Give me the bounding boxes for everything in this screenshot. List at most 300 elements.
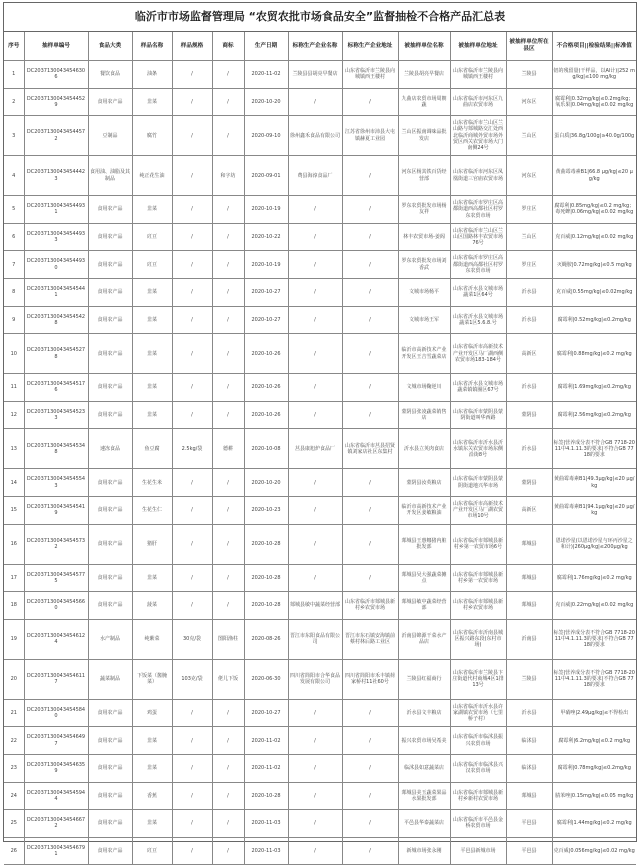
cell-production-date: 2020-10-23: [244, 496, 288, 524]
cell-category: 食用农产品: [88, 810, 132, 838]
cell-sample-name: 韭菜: [132, 88, 172, 116]
cell-sampled-unit: 郯城县吴大强蔬菜摊点: [398, 564, 450, 592]
table-row: [4, 401, 636, 429]
cell-spec: /: [172, 592, 212, 620]
cell-production-date: 2020-10-19: [244, 251, 288, 279]
cell-sample-name: 腐竹: [132, 116, 172, 156]
table-row: [4, 251, 636, 279]
cell-index: 11: [4, 374, 24, 402]
cell-result: 铝的残留量(干样品，以Al计)|252 mg/kg|≤100 mg/kg: [552, 61, 636, 89]
cell-category: 食用油、油脂及其制品: [88, 156, 132, 196]
cell-index: 15: [4, 496, 24, 524]
cell-sampled-unit: 振兴农贸市场吴希美: [398, 727, 450, 755]
cell-spec: /: [172, 727, 212, 755]
cell-sample-no: DC20371300434544423: [24, 156, 88, 196]
cell-brand: 德耕: [212, 429, 244, 469]
cell-sample-no: DC20371300434544931: [24, 196, 88, 224]
cell-producer-address: /: [342, 88, 398, 116]
table-row: [4, 524, 636, 564]
cell-sampled-unit: 兰陵县红福商行: [398, 659, 450, 699]
cell-county: 郯城县: [506, 524, 552, 564]
cell-category: 食用农产品: [88, 251, 132, 279]
cell-producer-name: /: [288, 306, 342, 334]
cell-spec: /: [172, 156, 212, 196]
cell-county: 河东区: [506, 88, 552, 116]
cell-producer-name: /: [288, 782, 342, 810]
cell-category: 食用农产品: [88, 782, 132, 810]
summary-sheet: [3, 2, 637, 857]
cell-sampled-address: 山东省临沂市郯城县新村乡第一农贸市场: [450, 564, 506, 592]
cell-producer-address: 江苏省徐州市沛县大屯镇赫夏工业园: [342, 116, 398, 156]
cell-producer-address: /: [342, 564, 398, 592]
cell-sampled-unit: 文城市场鞠逆川: [398, 374, 450, 402]
cell-sampled-address: 平邑县新城市场: [450, 837, 506, 865]
cell-sample-name: 猪肝: [132, 524, 172, 564]
cell-brand: /: [212, 810, 244, 838]
cell-producer-address: /: [342, 727, 398, 755]
cell-sampled-unit: 沂水县文丰粮店: [398, 699, 450, 727]
cell-spec: /: [172, 401, 212, 429]
cell-index: 20: [4, 659, 24, 699]
cell-producer-name: 莒县康旭炉食品厂: [288, 429, 342, 469]
cell-sampled-address: 山东省临沂市蒙阴县蒙阴街道地兴华市场: [450, 469, 506, 497]
cell-spec: /: [172, 278, 212, 306]
cell-sampled-unit: 蒙阴县张凌蔬菜销售店: [398, 401, 450, 429]
cell-sample-no: DC20371300434546791: [24, 837, 88, 865]
cell-sampled-address: 山东省临沂市兰山区兰山路与郯城路交汇处西北临沂商城外贸市场外贸区西关农贸市场大门南侧24号: [450, 116, 506, 156]
cell-index: 17: [4, 564, 24, 592]
cell-producer-name: 费县海淳食品厂: [288, 156, 342, 196]
cell-spec: /: [172, 837, 212, 865]
cell-county: 郯城县: [506, 564, 552, 592]
cell-producer-address: /: [342, 251, 398, 279]
cell-result: 腐霉利|0.52mg/kg|≤0.2mg/kg: [552, 306, 636, 334]
cell-result: 腐霉利|0.32mg/kg|≤0.2mg/kg；氧乐果|0.04mg/kg|≤0.02 mg/kg: [552, 88, 636, 116]
cell-category: 餐饮食品: [88, 61, 132, 89]
cell-producer-address: /: [342, 306, 398, 334]
cell-brand: /: [212, 334, 244, 374]
cell-sample-name: 鱼豆腐: [132, 429, 172, 469]
cell-sample-name: 韭菜: [132, 810, 172, 838]
cell-result: 灭蝇胺|0.72mg/kg|≤0.5 mg/kg: [552, 251, 636, 279]
cell-sampled-address: 山东省临沂市郯城县新村乡新村农贸市场: [450, 782, 506, 810]
cell-index: 12: [4, 401, 24, 429]
cell-spec: /: [172, 61, 212, 89]
cell-category: 食用农产品: [88, 727, 132, 755]
cell-sample-name: 韭菜: [132, 374, 172, 402]
cell-production-date: 2020-10-22: [244, 223, 288, 251]
cell-producer-name: 四川省简阳市合华食品发展有限公司: [288, 659, 342, 699]
cell-result: 腐霉利|1.69mg/kg|≤0.2mg/kg: [552, 374, 636, 402]
cell-sample-name: 韭菜: [132, 334, 172, 374]
cell-sample-no: DC20371300434545233: [24, 401, 88, 429]
cell-production-date: 2020-11-02: [244, 727, 288, 755]
cell-county: 平邑县: [506, 837, 552, 865]
cell-sample-no: DC20371300434544933: [24, 223, 88, 251]
cell-result: 黄曲霉毒素B1|94.1μg/kg|≤20 μg/kg: [552, 496, 636, 524]
cell-spec: /: [172, 88, 212, 116]
cell-sampled-unit: 兰陵县胡亮早餐店: [398, 61, 450, 89]
cell-spec: /: [172, 524, 212, 564]
cell-county: 沂水县: [506, 374, 552, 402]
cell-result: 标签|营养成分表不符合GB 7718-2011中4.1.11.3的要求|不符合GB 7718的要求: [552, 429, 636, 469]
header-sample-no: 抽样单编号: [24, 32, 88, 61]
cell-sampled-address: 山东省沂水县文城市场蔬菜1区64号: [450, 278, 506, 306]
table-row: [4, 223, 636, 251]
cell-county: 河东区: [506, 156, 552, 196]
table-row: [4, 469, 636, 497]
table-row: [4, 306, 636, 334]
header-producer-name: 标称生产企业名称: [288, 32, 342, 61]
cell-index: 22: [4, 727, 24, 755]
cell-county: 罗庄区: [506, 196, 552, 224]
table-row: [4, 196, 636, 224]
cell-sample-name: 韭菜: [132, 727, 172, 755]
cell-result: 腐霉利|0.78mg/kg|≤0.2mg/kg: [552, 754, 636, 782]
cell-producer-address: /: [342, 782, 398, 810]
cell-brand: /: [212, 374, 244, 402]
cell-sampled-unit: 林丰农贸市场-姜阁: [398, 223, 450, 251]
cell-production-date: 2020-11-03: [244, 837, 288, 865]
cell-production-date: 2020-10-27: [244, 306, 288, 334]
cell-result: 克百威|0.22mg/kg|≤0.02 mg/kg: [552, 592, 636, 620]
cell-sampled-unit: 沂南县锦源干菜水产品店: [398, 619, 450, 659]
cell-sample-no: DC20371300434545775: [24, 564, 88, 592]
cell-sampled-address: 山东省临沂市蒙阴县蒙阴街道叫华西路: [450, 401, 506, 429]
cell-producer-address: /: [342, 223, 398, 251]
cell-production-date: 2020-10-20: [244, 469, 288, 497]
cell-index: 3: [4, 116, 24, 156]
cell-production-date: 2020-11-03: [244, 810, 288, 838]
cell-brand: 佬儿下饭: [212, 659, 244, 699]
cell-production-date: 2020-10-28: [244, 592, 288, 620]
cell-sampled-unit: 临沂市高新技术产业开发区王吉雪蔬菜店: [398, 334, 450, 374]
cell-brand: 图阳渔柱: [212, 619, 244, 659]
cell-result: 蛋白质|36.8g/100g|≥40.0g/100g: [552, 116, 636, 156]
cell-brand: /: [212, 196, 244, 224]
cell-sample-no: DC20371300434546359: [24, 754, 88, 782]
cell-sample-no: DC20371300434544529: [24, 88, 88, 116]
cell-category: 速冻食品: [88, 429, 132, 469]
cell-category: 食用农产品: [88, 837, 132, 865]
cell-production-date: 2020-06-30: [244, 659, 288, 699]
cell-category: 食用农产品: [88, 196, 132, 224]
cell-sampled-address: 山东省临沂市沂南县城区振兴路东段(东村市场): [450, 619, 506, 659]
cell-result: 腐霉利|0.85mg/kg|≤0.2 mg/kg；毒死蜱|0.06mg/kg|≤0.02 mg/kg: [552, 196, 636, 224]
cell-index: 5: [4, 196, 24, 224]
cell-producer-name: /: [288, 754, 342, 782]
cell-sampled-address: 山东省临沂市平邑县金桥农贸市场: [450, 810, 506, 838]
cell-sample-name: 生花生仁: [132, 496, 172, 524]
cell-index: 19: [4, 619, 24, 659]
cell-producer-name: /: [288, 88, 342, 116]
cell-sampled-address: 山东省临沂市高新技术产业开发区马厂湖西侧农贸市场183-184号: [450, 334, 506, 374]
cell-production-date: 2020-11-02: [244, 754, 288, 782]
table-row: [4, 334, 636, 374]
cell-county: 沂南县: [506, 619, 552, 659]
cell-sampled-unit: 罗东农贸批发市场刘香武: [398, 251, 450, 279]
cell-spec: /: [172, 810, 212, 838]
cell-category: 食用农产品: [88, 592, 132, 620]
cell-result: 腐霉利|1.44mg/kg|≤0.2 mg/kg: [552, 810, 636, 838]
cell-sample-name: 菠菜: [132, 592, 172, 620]
cell-sample-no: DC20371300434545348: [24, 429, 88, 469]
table-row: [4, 156, 636, 196]
header-producer-address: 标称生产企业地址: [342, 32, 398, 61]
cell-producer-address: /: [342, 156, 398, 196]
cell-category: 食用农产品: [88, 699, 132, 727]
table-row: [4, 278, 636, 306]
cell-category: 食用农产品: [88, 754, 132, 782]
cell-spec: /: [172, 116, 212, 156]
cell-sample-no: DC20371300434545278: [24, 334, 88, 374]
cell-category: 食用农产品: [88, 223, 132, 251]
cell-sampled-address: 山东省临沂市临沭县振兴农贸市场: [450, 727, 506, 755]
cell-index: 4: [4, 156, 24, 196]
cell-index: 10: [4, 334, 24, 374]
cell-producer-name: /: [288, 524, 342, 564]
cell-spec: 2.5kg/袋: [172, 429, 212, 469]
cell-sampled-address: 山东省临沂市河东区九曲店农贸市场: [450, 88, 506, 116]
cell-producer-name: /: [288, 699, 342, 727]
cell-sample-name: 豇豆: [132, 251, 172, 279]
cell-production-date: 2020-10-26: [244, 334, 288, 374]
cell-index: 23: [4, 754, 24, 782]
cell-production-date: 2020-09-01: [244, 156, 288, 196]
cell-county: 兰陵县: [506, 659, 552, 699]
cell-producer-name: 郯城县敏中蔬菜经营部: [288, 592, 342, 620]
cell-brand: /: [212, 116, 244, 156]
cell-production-date: 2020-09-10: [244, 116, 288, 156]
cell-spec: /: [172, 782, 212, 810]
cell-category: 食用农产品: [88, 524, 132, 564]
header-category: 食品大类: [88, 32, 132, 61]
cell-sampled-unit: 临沂市高新技术产业开发区姜敏粮油: [398, 496, 450, 524]
cell-spec: /: [172, 699, 212, 727]
table-row: [4, 564, 636, 592]
table-row: [4, 374, 636, 402]
cell-production-date: 2020-10-19: [244, 196, 288, 224]
cell-sampled-address: 山东省临沂市沂水县许家湖镇农贸市场（七里桥子村）: [450, 699, 506, 727]
cell-producer-name: 兰陵县县胡亮早餐店: [288, 61, 342, 89]
cell-sample-no: DC20371300434545543: [24, 469, 88, 497]
cell-spec: /: [172, 251, 212, 279]
cell-sampled-unit: 蒙阴县汝英粮店: [398, 469, 450, 497]
cell-producer-name: /: [288, 278, 342, 306]
header-sampled-unit: 被抽样单位名称: [398, 32, 450, 61]
cell-spec: /: [172, 334, 212, 374]
cell-county: 沂水县: [506, 429, 552, 469]
cell-producer-name: /: [288, 837, 342, 865]
cell-producer-name: /: [288, 810, 342, 838]
cell-production-date: 2020-10-26: [244, 374, 288, 402]
cell-brand: /: [212, 251, 244, 279]
cell-sample-no: DC20371300434546124: [24, 619, 88, 659]
cell-sample-no: DC20371300434544930: [24, 251, 88, 279]
cell-producer-address: /: [342, 837, 398, 865]
cell-sample-no: DC20371300434545840: [24, 699, 88, 727]
cell-category: 食用农产品: [88, 469, 132, 497]
cell-sampled-address: 山东省临沂市高新技术产业开发区马厂湖农贸市场10号: [450, 496, 506, 524]
cell-production-date: 2020-10-20: [244, 88, 288, 116]
cell-production-date: 2020-08-26: [244, 619, 288, 659]
cell-sample-no: DC20371300434546497: [24, 727, 88, 755]
cell-sampled-address: 山东省临沂市罗庄区高都街道西高都社区村罗东农贸市场: [450, 196, 506, 224]
cell-sampled-unit: 新城市场张永刚: [398, 837, 450, 865]
cell-county: 临沭县: [506, 754, 552, 782]
cell-result: 腈苯唑|0.15mg/kg|≤0.05 mg/kg: [552, 782, 636, 810]
cell-sampled-unit: 沂水县立英肉食店: [398, 429, 450, 469]
cell-category: 食用农产品: [88, 564, 132, 592]
table-row: [4, 837, 636, 865]
cell-sampled-unit: 郯城县王惠娜猪内脏批发部: [398, 524, 450, 564]
cell-sampled-unit: 九曲店农贸市场周朝蔬: [398, 88, 450, 116]
cell-index: 24: [4, 782, 24, 810]
cell-county: 沂水县: [506, 306, 552, 334]
cell-brand: /: [212, 837, 244, 865]
cell-index: 6: [4, 223, 24, 251]
cell-category: 食用农产品: [88, 496, 132, 524]
table-body: [4, 61, 636, 865]
cell-brand: /: [212, 61, 244, 89]
cell-producer-name: /: [288, 564, 342, 592]
cell-county: 平邑县: [506, 810, 552, 838]
cell-sample-no: DC20371300434545660: [24, 592, 88, 620]
cell-sampled-address: 山东省临沂市兰陵县向城镇西王楼村: [450, 61, 506, 89]
cell-production-date: 2020-10-28: [244, 564, 288, 592]
cell-brand: /: [212, 306, 244, 334]
cell-producer-address: /: [342, 496, 398, 524]
cell-producer-name: /: [288, 223, 342, 251]
cell-index: 21: [4, 699, 24, 727]
cell-sample-no: DC20371300434545944: [24, 782, 88, 810]
header-sampled-address: 被抽样单位地址: [450, 32, 506, 61]
cell-county: 郯城县: [506, 782, 552, 810]
cell-sample-name: 纯正花生油: [132, 156, 172, 196]
table-row: [4, 727, 636, 755]
cell-producer-address: /: [342, 401, 398, 429]
cell-brand: /: [212, 524, 244, 564]
cell-spec: /: [172, 496, 212, 524]
cell-producer-address: /: [342, 699, 398, 727]
cell-producer-name: /: [288, 469, 342, 497]
cell-category: 豆制品: [88, 116, 132, 156]
cell-brand: /: [212, 592, 244, 620]
cell-result: 腐霉利|6.2mg/kg|≤0.2 mg/kg: [552, 727, 636, 755]
header-brand: 商标: [212, 32, 244, 61]
cell-sample-no: DC20371300434545428: [24, 306, 88, 334]
cell-sample-name: 油条: [132, 61, 172, 89]
cell-production-date: 2020-10-26: [244, 401, 288, 429]
cell-sampled-address: 山东省沂水县文城市场蔬菜镇镇圈区67号: [450, 374, 506, 402]
cell-producer-name: /: [288, 251, 342, 279]
table-row: [4, 699, 636, 727]
cell-sampled-address: 山东省临沂市临沭县兴汉农贸市场: [450, 754, 506, 782]
table-row: [4, 810, 636, 838]
cell-producer-address: /: [342, 524, 398, 564]
cell-category: 水产制品: [88, 619, 132, 659]
cell-result: 克百威|0.12mg/kg|≤0.02 mg/kg: [552, 223, 636, 251]
cell-producer-address: 四川省简阳市禾丰镇荷家桥村11社60号: [342, 659, 398, 699]
cell-index: 7: [4, 251, 24, 279]
header-result: 不合格项目||检验结果||标准值: [552, 32, 636, 61]
cell-sample-no: DC20371300434546672: [24, 810, 88, 838]
cell-sampled-unit: 罗东农贸批发市场杨友祥: [398, 196, 450, 224]
cell-brand: /: [212, 223, 244, 251]
cell-county: 兰山区: [506, 223, 552, 251]
cell-category: 食用农产品: [88, 334, 132, 374]
table-row: [4, 61, 636, 89]
cell-category: 食用农产品: [88, 306, 132, 334]
cell-brand: /: [212, 88, 244, 116]
cell-category: 食用农产品: [88, 88, 132, 116]
cell-brand: /: [212, 564, 244, 592]
cell-sampled-address: 山东省临沂市罗庄区高都街道西高都社区村罗东农贸市场: [450, 251, 506, 279]
cell-result: 标签|营养成分表不符合GB 7718-2011中4.1.11.3的要求|不符合GB 7718的要求: [552, 619, 636, 659]
cell-sampled-unit: 平邑县华泰蔬菜店: [398, 810, 450, 838]
cell-sample-no: DC20371300434545732: [24, 524, 88, 564]
cell-spec: /: [172, 306, 212, 334]
cell-sampled-address: 山东省临沂市郯城县新村乡第一农贸市场6号: [450, 524, 506, 564]
cell-producer-address: 晋江市东石镇安海镇前蔡村林后路工业区: [342, 619, 398, 659]
cell-result: 克百威|0.55mg/kg|≤0.02mg/kg: [552, 278, 636, 306]
cell-category: 食用农产品: [88, 278, 132, 306]
cell-sample-name: 豇豆: [132, 223, 172, 251]
cell-producer-name: /: [288, 496, 342, 524]
cell-sampled-address: 山东省临沂市沂水县沂水镇东关农贸市场东侧沿街8号: [450, 429, 506, 469]
cell-county: 临沭县: [506, 727, 552, 755]
cell-sampled-address: 山东省沂水县文城市场蔬菜1区5.6.8.号: [450, 306, 506, 334]
cell-sample-name: 豇豆: [132, 837, 172, 865]
cell-county: 蒙阴县: [506, 469, 552, 497]
cell-sampled-unit: 文城市场杨平: [398, 278, 450, 306]
cell-sample-no: DC20371300434544572: [24, 116, 88, 156]
table-row: [4, 496, 636, 524]
cell-producer-address: 山东省临沂市郯城县新村乡农贸市场: [342, 592, 398, 620]
unqualified-products-table: [4, 32, 636, 865]
cell-sampled-unit: 郯城县敏中蔬菜经营部: [398, 592, 450, 620]
cell-sample-name: 香蕉: [132, 782, 172, 810]
cell-sample-no: DC20371300434545176: [24, 374, 88, 402]
header-county: 被抽样单位所在县区: [506, 32, 552, 61]
cell-index: 16: [4, 524, 24, 564]
cell-sample-name: 韭菜: [132, 278, 172, 306]
cell-category: 食用农产品: [88, 374, 132, 402]
cell-sampled-unit: 河东区杨其铁百货经营部: [398, 156, 450, 196]
cell-result: 标签|营养成分表不符合GB 7718-2011中4.1.11.3的要求|不符合GB 7718的要求: [552, 659, 636, 699]
table-header-row: [4, 32, 636, 61]
cell-spec: 103克/袋: [172, 659, 212, 699]
cell-county: 沂水县: [506, 699, 552, 727]
cell-county: 兰山区: [506, 116, 552, 156]
cell-result: 腐霉利|2.56mg/kg|≤0.2mg/kg: [552, 401, 636, 429]
cell-brand: /: [212, 699, 244, 727]
cell-producer-name: 徐州鑫禾食品有限公司: [288, 116, 342, 156]
cell-producer-address: /: [342, 374, 398, 402]
cell-production-date: 2020-10-28: [244, 524, 288, 564]
cell-production-date: 2020-10-08: [244, 429, 288, 469]
table-row: [4, 619, 636, 659]
cell-result: 黄曲霉毒素B1|49.3μg/kg|≤20 μg/kg: [552, 469, 636, 497]
cell-producer-name: /: [288, 334, 342, 374]
cell-sampled-address: 山东省临沂市河东区凤凰街道三官庙农贸市场: [450, 156, 506, 196]
table-row: [4, 116, 636, 156]
cell-producer-name: /: [288, 401, 342, 429]
cell-brand: /: [212, 496, 244, 524]
cell-production-date: 2020-10-27: [244, 278, 288, 306]
cell-sample-no: DC20371300434545441: [24, 278, 88, 306]
cell-producer-address: /: [342, 469, 398, 497]
